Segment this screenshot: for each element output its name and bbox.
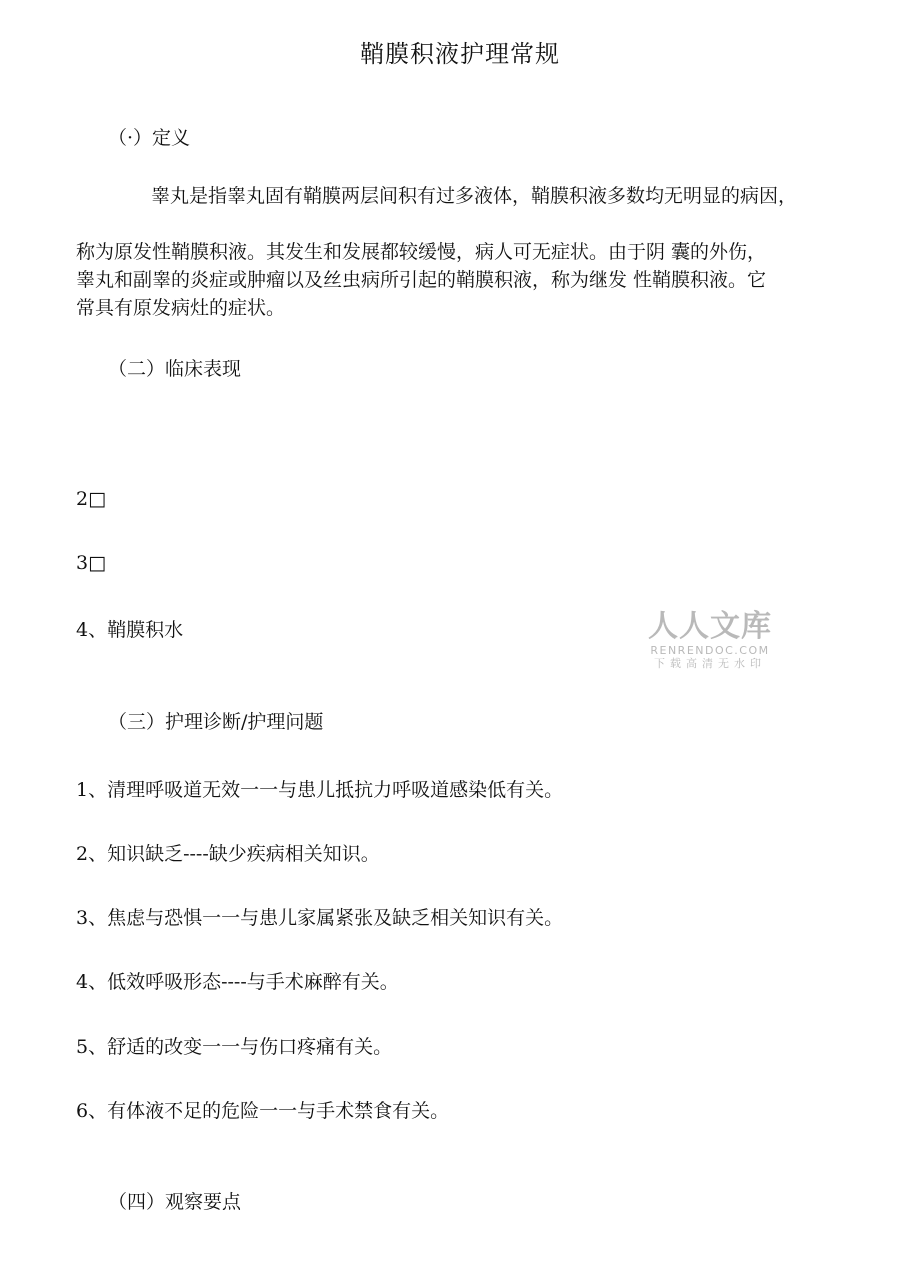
watermark-logo <box>640 610 780 672</box>
clinical-item-2: 2□ <box>76 488 107 510</box>
definition-line-3: 睾丸和副睾的炎症或肿瘤以及丝虫病所引起的鞘膜积液，称为继发 性鞘膜积液。它 <box>76 269 767 291</box>
section-heading-clinical: （二）临床表现 <box>108 358 242 380</box>
definition-line-4: 常具有原发病灶的症状。 <box>76 297 286 319</box>
nursing-item-5: 5、舒适的改变一一与伤口疼痛有关。 <box>76 1036 393 1058</box>
nursing-item-4: 4、低效呼吸形态----与手术麻醉有关。 <box>76 971 399 993</box>
watermark-tagline: 下载高清无水印 <box>654 657 766 670</box>
nursing-item-6: 6、有体液不足的危险一一与手术禁食有关。 <box>76 1100 450 1122</box>
nursing-item-1: 1、清理呼吸道无效一一与患儿抵抗力呼吸道感染低有关。 <box>76 779 564 801</box>
watermark-main-text: 人人文库 <box>648 609 772 644</box>
document-title: 鞘膜积液护理常规 <box>360 40 560 68</box>
definition-line-1: 睾丸是指睾丸固有鞘膜两层间积有过多液体，鞘膜积液多数均无明显的病因， <box>151 185 798 207</box>
section-heading-observation: （四）观察要点 <box>108 1191 242 1213</box>
clinical-item-3: 3□ <box>76 552 107 574</box>
nursing-item-3: 3、焦虑与恐惧一一与患儿家属紧张及缺乏相关知识有关。 <box>76 907 564 929</box>
section-heading-definition: （·）定义 <box>108 127 191 149</box>
clinical-item-4: 4、鞘膜积水 <box>76 619 184 641</box>
nursing-item-2: 2、知识缺乏----缺少疾病相关知识。 <box>76 843 380 865</box>
definition-line-2: 称为原发性鞘膜积液。其发生和发展都较缓慢，病人可无症状。由于阴 囊的外伤， <box>76 241 767 263</box>
watermark-domain: RENRENDOC.COM <box>650 644 770 657</box>
section-heading-nursing: （三）护理诊断/护理问题 <box>108 711 324 733</box>
